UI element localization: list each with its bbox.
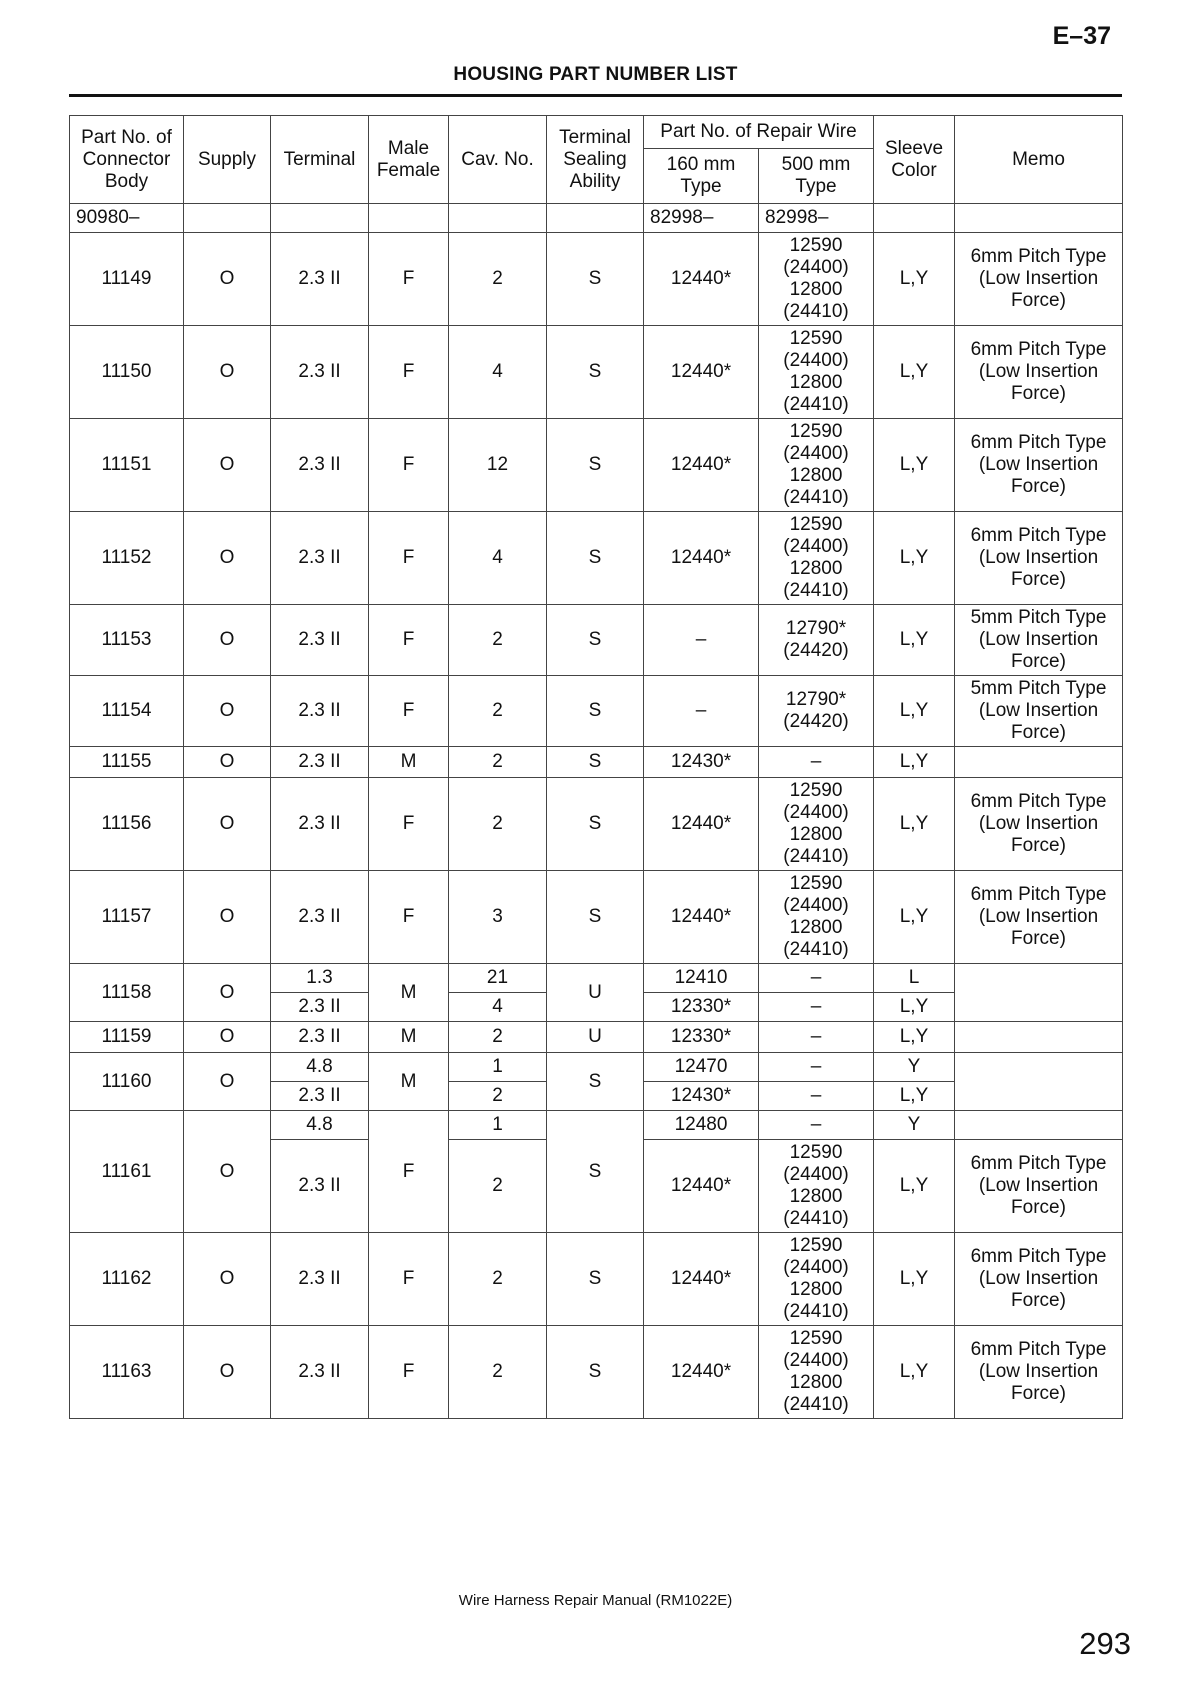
table-header [70, 116, 1123, 204]
cav-no-cell: 2 [449, 233, 547, 326]
header-part-no: Part No. of Connector Body [70, 116, 184, 204]
sleeve-color-cell: L,Y [874, 778, 955, 871]
sealing-cell: S [547, 1111, 644, 1233]
memo-cell: 6mm Pitch Type (Low Insertion Force) [955, 778, 1123, 871]
wire-500-cell: 12590 (24400) 12800 (24410) [759, 1140, 874, 1233]
sleeve-color-cell: L,Y [874, 676, 955, 747]
wire-500-cell: 12590 (24400) 12800 (24410) [759, 326, 874, 419]
part-number-cell: 11154 [70, 676, 184, 747]
wire-160-cell: 12480 [644, 1111, 759, 1140]
male-female-cell: F [369, 871, 449, 964]
memo-cell: 6mm Pitch Type (Low Insertion Force) [955, 512, 1123, 605]
memo-cell [955, 747, 1123, 778]
sleeve-color-cell: L,Y [874, 605, 955, 676]
terminal-cell: 2.3 II [271, 676, 369, 747]
table-row [70, 233, 1123, 326]
terminal-cell: 2.3 II [271, 233, 369, 326]
terminal-cell: 2.3 II [271, 1326, 369, 1419]
supply-cell: O [184, 778, 271, 871]
page-code: E–37 [1052, 22, 1111, 50]
footer-manual-title: Wire Harness Repair Manual (RM1022E) [458, 1592, 733, 1609]
housing-part-table [69, 115, 1123, 1419]
table-row [70, 871, 1123, 964]
sleeve-color-cell: Y [874, 1053, 955, 1082]
wire-160-cell: 12410 [644, 964, 759, 993]
terminal-cell: 2.3 II [271, 1140, 369, 1233]
terminal-cell: 2.3 II [271, 605, 369, 676]
header-memo: Memo [955, 116, 1123, 204]
memo-cell: 5mm Pitch Type (Low Insertion Force) [955, 605, 1123, 676]
sleeve-color-cell: L,Y [874, 419, 955, 512]
terminal-cell: 1.3 [271, 964, 369, 993]
supply-cell: O [184, 676, 271, 747]
male-female-cell: F [369, 1233, 449, 1326]
header-cav-no: Cav. No. [449, 116, 547, 204]
sealing-cell: S [547, 676, 644, 747]
male-female-cell: F [369, 1326, 449, 1419]
table-row [70, 1111, 1123, 1140]
wire-160-cell: 12440* [644, 233, 759, 326]
page-title: HOUSING PART NUMBER LIST [453, 64, 738, 85]
wire-500-cell: 12590 (24400) 12800 (24410) [759, 1233, 874, 1326]
terminal-cell: 2.3 II [271, 1022, 369, 1053]
male-female-cell: F [369, 605, 449, 676]
male-female-cell: F [369, 326, 449, 419]
part-number-cell: 11157 [70, 871, 184, 964]
sealing-cell: S [547, 871, 644, 964]
header-supply: Supply [184, 116, 271, 204]
male-female-cell: F [369, 676, 449, 747]
supply-cell: O [184, 1326, 271, 1419]
part-number-cell: 11153 [70, 605, 184, 676]
wire-160-cell: 12440* [644, 512, 759, 605]
supply-cell: O [184, 605, 271, 676]
male-female-cell: M [369, 747, 449, 778]
header-male-female: Male Female [369, 116, 449, 204]
table-row [70, 747, 1123, 778]
sleeve-color-cell: L,Y [874, 1140, 955, 1233]
supply-cell: O [184, 1111, 271, 1233]
memo-cell: 5mm Pitch Type (Low Insertion Force) [955, 676, 1123, 747]
wire-500-cell: 12590 (24400) 12800 (24410) [759, 778, 874, 871]
sleeve-color-cell: L,Y [874, 233, 955, 326]
wire-500-prefix: 82998– [759, 204, 874, 233]
cav-no-cell: 2 [449, 1326, 547, 1419]
wire-160-cell: – [644, 605, 759, 676]
sleeve-color-cell: L,Y [874, 512, 955, 605]
memo-cell [955, 1111, 1123, 1140]
sealing-cell: S [547, 512, 644, 605]
cav-no-cell: 2 [449, 1082, 547, 1111]
sleeve-color-cell: L [874, 964, 955, 993]
table-row [70, 1326, 1123, 1419]
part-number-cell: 11160 [70, 1053, 184, 1111]
header-500mm-type: 500 mm Type [759, 149, 874, 204]
sleeve-color-cell: L,Y [874, 871, 955, 964]
wire-500-cell: – [759, 1022, 874, 1053]
wire-160-cell: 12440* [644, 1326, 759, 1419]
sleeve-color-cell: L,Y [874, 747, 955, 778]
sealing-cell: S [547, 1233, 644, 1326]
cav-no-cell: 3 [449, 871, 547, 964]
wire-500-cell: 12590 (24400) 12800 (24410) [759, 419, 874, 512]
supply-cell: O [184, 1233, 271, 1326]
sleeve-color-cell: L,Y [874, 1233, 955, 1326]
wire-500-cell: – [759, 1082, 874, 1111]
header-sleeve-color: Sleeve Color [874, 116, 955, 204]
male-female-cell: F [369, 778, 449, 871]
terminal-cell: 2.3 II [271, 1233, 369, 1326]
wire-500-cell: 12590 (24400) 12800 (24410) [759, 1326, 874, 1419]
cav-no-cell: 2 [449, 676, 547, 747]
prefix-row [70, 204, 1123, 233]
memo-cell: 6mm Pitch Type (Low Insertion Force) [955, 871, 1123, 964]
memo-cell [955, 1053, 1123, 1111]
wire-160-cell: 12440* [644, 326, 759, 419]
supply-cell: O [184, 326, 271, 419]
wire-500-cell: – [759, 964, 874, 993]
table-row [70, 512, 1123, 605]
wire-160-cell: – [644, 676, 759, 747]
memo-cell: 6mm Pitch Type (Low Insertion Force) [955, 1140, 1123, 1233]
wire-500-cell: – [759, 1111, 874, 1140]
cav-no-cell: 2 [449, 778, 547, 871]
memo-cell [955, 1022, 1123, 1053]
supply-cell: O [184, 512, 271, 605]
table-row [70, 964, 1123, 993]
part-number-cell: 11159 [70, 1022, 184, 1053]
cav-no-cell: 4 [449, 512, 547, 605]
wire-160-cell: 12330* [644, 1022, 759, 1053]
wire-160-prefix: 82998– [644, 204, 759, 233]
part-number-cell: 11149 [70, 233, 184, 326]
male-female-cell: M [369, 964, 449, 1022]
table-row [70, 676, 1123, 747]
cav-no-cell: 2 [449, 747, 547, 778]
sealing-cell: S [547, 747, 644, 778]
sealing-cell: S [547, 1053, 644, 1111]
male-female-cell: F [369, 512, 449, 605]
terminal-cell: 4.8 [271, 1053, 369, 1082]
wire-500-cell: – [759, 993, 874, 1022]
memo-cell: 6mm Pitch Type (Low Insertion Force) [955, 326, 1123, 419]
title-rule [69, 94, 1122, 97]
wire-500-cell: – [759, 1053, 874, 1082]
terminal-cell: 2.3 II [271, 1082, 369, 1111]
sealing-cell: S [547, 326, 644, 419]
supply-cell: O [184, 964, 271, 1022]
sealing-cell: S [547, 419, 644, 512]
sealing-cell: U [547, 964, 644, 1022]
wire-160-cell: 12430* [644, 1082, 759, 1111]
cav-no-cell: 4 [449, 326, 547, 419]
terminal-cell: 2.3 II [271, 747, 369, 778]
sealing-cell: S [547, 1326, 644, 1419]
wire-500-cell: 12790* (24420) [759, 676, 874, 747]
sealing-cell: S [547, 778, 644, 871]
cav-no-cell: 2 [449, 605, 547, 676]
table-row [70, 1053, 1123, 1082]
wire-160-cell: 12440* [644, 778, 759, 871]
terminal-cell: 2.3 II [271, 512, 369, 605]
cav-no-cell: 12 [449, 419, 547, 512]
memo-cell: 6mm Pitch Type (Low Insertion Force) [955, 233, 1123, 326]
wire-160-cell: 12440* [644, 1233, 759, 1326]
supply-cell: O [184, 419, 271, 512]
sealing-cell: S [547, 233, 644, 326]
memo-cell: 6mm Pitch Type (Low Insertion Force) [955, 1326, 1123, 1419]
cav-no-cell: 2 [449, 1022, 547, 1053]
wire-500-cell: 12590 (24400) 12800 (24410) [759, 871, 874, 964]
part-number-cell: 11161 [70, 1111, 184, 1233]
supply-cell: O [184, 1053, 271, 1111]
memo-cell [955, 964, 1123, 1022]
cav-no-cell: 1 [449, 1053, 547, 1082]
terminal-cell: 2.3 II [271, 419, 369, 512]
sealing-cell: S [547, 605, 644, 676]
sleeve-color-cell: L,Y [874, 1022, 955, 1053]
part-number-cell: 11152 [70, 512, 184, 605]
part-number-cell: 11156 [70, 778, 184, 871]
cav-no-cell: 4 [449, 993, 547, 1022]
sleeve-color-cell: L,Y [874, 326, 955, 419]
memo-cell: 6mm Pitch Type (Low Insertion Force) [955, 1233, 1123, 1326]
memo-cell: 6mm Pitch Type (Low Insertion Force) [955, 419, 1123, 512]
header-sealing: Terminal Sealing Ability [547, 116, 644, 204]
part-no-prefix: 90980– [70, 204, 184, 233]
table-row [70, 419, 1123, 512]
wire-500-cell: 12590 (24400) 12800 (24410) [759, 512, 874, 605]
part-number-cell: 11163 [70, 1326, 184, 1419]
sleeve-color-cell: L,Y [874, 1326, 955, 1419]
supply-cell: O [184, 871, 271, 964]
part-number-cell: 11151 [70, 419, 184, 512]
part-number-cell: 11162 [70, 1233, 184, 1326]
cav-no-cell: 2 [449, 1140, 547, 1233]
table-row [70, 326, 1123, 419]
sleeve-color-cell: Y [874, 1111, 955, 1140]
terminal-cell: 2.3 II [271, 871, 369, 964]
wire-160-cell: 12470 [644, 1053, 759, 1082]
supply-cell: O [184, 747, 271, 778]
sleeve-color-cell: L,Y [874, 993, 955, 1022]
terminal-cell: 2.3 II [271, 993, 369, 1022]
terminal-cell: 4.8 [271, 1111, 369, 1140]
wire-160-cell: 12440* [644, 1140, 759, 1233]
cav-no-cell: 1 [449, 1111, 547, 1140]
wire-160-cell: 12440* [644, 871, 759, 964]
table-row [70, 1022, 1123, 1053]
wire-500-cell: – [759, 747, 874, 778]
table-body [70, 204, 1123, 1419]
wire-500-cell: 12590 (24400) 12800 (24410) [759, 233, 874, 326]
wire-160-cell: 12330* [644, 993, 759, 1022]
male-female-cell: F [369, 1111, 449, 1233]
supply-cell: O [184, 233, 271, 326]
table-row [70, 605, 1123, 676]
part-number-cell: 11155 [70, 747, 184, 778]
terminal-cell: 2.3 II [271, 326, 369, 419]
terminal-cell: 2.3 II [271, 778, 369, 871]
header-terminal: Terminal [271, 116, 369, 204]
table-row [70, 778, 1123, 871]
sealing-cell: U [547, 1022, 644, 1053]
header-repair-wire: Part No. of Repair Wire [644, 116, 874, 149]
wire-160-cell: 12430* [644, 747, 759, 778]
cav-no-cell: 21 [449, 964, 547, 993]
part-number-cell: 11158 [70, 964, 184, 1022]
header-160mm-type: 160 mm Type [644, 149, 759, 204]
male-female-cell: F [369, 233, 449, 326]
wire-160-cell: 12440* [644, 419, 759, 512]
cav-no-cell: 2 [449, 1233, 547, 1326]
male-female-cell: F [369, 419, 449, 512]
male-female-cell: M [369, 1022, 449, 1053]
supply-cell: O [184, 1022, 271, 1053]
male-female-cell: M [369, 1053, 449, 1111]
table-row [70, 1233, 1123, 1326]
sleeve-color-cell: L,Y [874, 1082, 955, 1111]
part-number-cell: 11150 [70, 326, 184, 419]
page-number: 293 [1079, 1626, 1131, 1661]
wire-500-cell: 12790* (24420) [759, 605, 874, 676]
